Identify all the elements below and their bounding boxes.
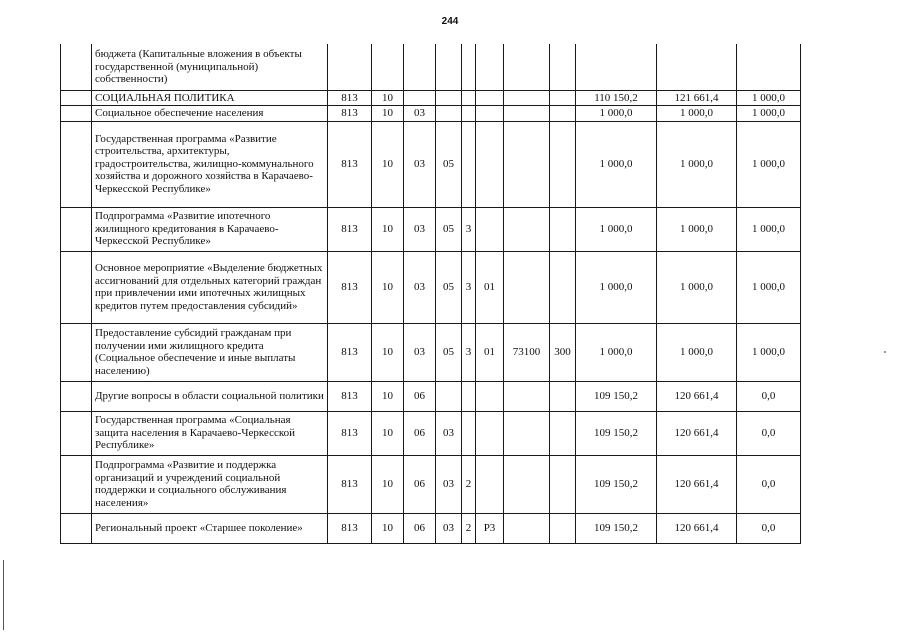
subsection-cell: 03 [404,323,436,381]
subsection-cell: 03 [404,106,436,122]
event-cell: 01 [476,251,504,323]
sum-cell-2: 1 000,0 [657,121,737,207]
table-row [61,121,801,207]
section-cell: 10 [372,381,404,411]
program-cell [436,44,462,90]
budget-table [60,44,801,544]
section-cell [372,44,404,90]
sum-cell-1: 1 000,0 [576,207,657,251]
subprogram-cell: 2 [462,455,476,513]
program-cell [436,106,462,122]
sum-cell-2 [657,44,737,90]
event-cell [476,381,504,411]
table-row [61,44,801,90]
program-cell: 05 [436,207,462,251]
program-cell: 03 [436,411,462,455]
event-cell [476,44,504,90]
expense-type-cell [550,121,576,207]
subprogram-cell [462,121,476,207]
sum-cell-2: 120 661,4 [657,455,737,513]
row-name: Государственная программа «Развитие строительства, архитектуры, градостроительства, жилищно-коммунального хозяйства и дорожного хозяйства в Карачаево-Черкесской Республике» [92,121,328,207]
sum-cell-3: 1 000,0 [737,90,801,106]
section-cell: 10 [372,455,404,513]
subsection-cell: 06 [404,513,436,543]
section-cell: 10 [372,411,404,455]
grbs-cell: 813 [328,121,372,207]
event-cell: 01 [476,323,504,381]
subprogram-cell [462,381,476,411]
event-cell [476,207,504,251]
event-cell [476,106,504,122]
table-row [61,207,801,251]
row-name: Региональный проект «Старшее поколение» [92,513,328,543]
sum-cell-3: 0,0 [737,411,801,455]
table-row [61,323,801,381]
grbs-cell: 813 [328,251,372,323]
grbs-cell: 813 [328,90,372,106]
program-cell [436,381,462,411]
expense-type-cell [550,90,576,106]
grbs-cell: 813 [328,381,372,411]
sum-cell-1: 1 000,0 [576,251,657,323]
sum-cell-2: 1 000,0 [657,251,737,323]
sum-cell-3: 1 000,0 [737,207,801,251]
row-name: Предоставление субсидий гражданам при получении ими жилищного кредита (Социальное обеспечение и иные выплаты населению) [92,323,328,381]
grbs-cell [328,44,372,90]
program-cell: 03 [436,455,462,513]
event-cell [476,411,504,455]
expense-type-cell [550,381,576,411]
expense-type-cell [550,513,576,543]
section-cell: 10 [372,207,404,251]
expense-type-cell [550,455,576,513]
subprogram-cell: 3 [462,207,476,251]
section-cell: 10 [372,121,404,207]
sum-cell-1: 109 150,2 [576,513,657,543]
program-cell: 05 [436,323,462,381]
program-cell: 05 [436,121,462,207]
table-row [61,106,801,122]
direction-cell [504,251,550,323]
row-name: бюджета (Капитальные вложения в объекты государственной (муниципальной) собственности) [92,44,328,90]
direction-cell [504,90,550,106]
table-row [61,251,801,323]
direction-cell [504,121,550,207]
sum-cell-1: 109 150,2 [576,411,657,455]
sum-cell-2: 120 661,4 [657,513,737,543]
sum-cell-3 [737,44,801,90]
grbs-cell: 813 [328,455,372,513]
grbs-cell: 813 [328,207,372,251]
table-row [61,381,801,411]
sum-cell-1: 109 150,2 [576,455,657,513]
subsection-cell: 06 [404,411,436,455]
event-cell [476,90,504,106]
expense-type-cell [550,44,576,90]
subsection-cell [404,44,436,90]
subprogram-cell [462,106,476,122]
sum-cell-3: 0,0 [737,513,801,543]
sum-cell-1: 110 150,2 [576,90,657,106]
sum-cell-3: 1 000,0 [737,323,801,381]
sum-cell-2: 1 000,0 [657,207,737,251]
subsection-cell: 03 [404,251,436,323]
subprogram-cell [462,411,476,455]
direction-cell [504,513,550,543]
row-name: Государственная программа «Социальная защита населения в Карачаево-Черкесской Республике» [92,411,328,455]
direction-cell [504,106,550,122]
table-row [61,411,801,455]
subprogram-cell: 2 [462,513,476,543]
sum-cell-2: 120 661,4 [657,381,737,411]
row-name: Основное мероприятие «Выделение бюджетных ассигнований для отдельных категорий граждан при привлечении ими ипотечных жилищных кредитов путем предоставления субсидий» [92,251,328,323]
page-number: 244 [441,16,459,27]
section-cell: 10 [372,251,404,323]
grbs-cell: 813 [328,106,372,122]
expense-type-cell [550,106,576,122]
expense-type-cell [550,251,576,323]
grbs-cell: 813 [328,323,372,381]
subprogram-cell: 3 [462,323,476,381]
sum-cell-3: 1 000,0 [737,251,801,323]
subprogram-cell: 3 [462,251,476,323]
subsection-cell: 03 [404,121,436,207]
sum-cell-3: 0,0 [737,455,801,513]
sum-cell-2: 121 661,4 [657,90,737,106]
sum-cell-2: 1 000,0 [657,323,737,381]
table-row [61,513,801,543]
sum-cell-1: 1 000,0 [576,106,657,122]
scan-margin-line [3,560,4,630]
event-cell [476,455,504,513]
grbs-cell: 813 [328,411,372,455]
row-name: Другие вопросы в области социальной политики [92,381,328,411]
section-cell: 10 [372,90,404,106]
table-row [61,90,801,106]
sum-cell-1: 109 150,2 [576,381,657,411]
row-name: Подпрограмма «Развитие ипотечного жилищного кредитования в Карачаево-Черкесской Республике» [92,207,328,251]
section-cell: 10 [372,513,404,543]
subsection-cell: 06 [404,381,436,411]
table-row [61,455,801,513]
subsection-cell [404,90,436,106]
sum-cell-1 [576,44,657,90]
direction-cell [504,455,550,513]
direction-cell [504,411,550,455]
section-cell: 10 [372,106,404,122]
sum-cell-2: 120 661,4 [657,411,737,455]
subprogram-cell [462,90,476,106]
sum-cell-1: 1 000,0 [576,121,657,207]
direction-cell [504,381,550,411]
grbs-cell: 813 [328,513,372,543]
expense-type-cell [550,207,576,251]
row-name: Социальное обеспечение населения [92,106,328,122]
program-cell: 03 [436,513,462,543]
subprogram-cell [462,44,476,90]
sum-cell-3: 1 000,0 [737,106,801,122]
program-cell [436,90,462,106]
sum-cell-2: 1 000,0 [657,106,737,122]
direction-cell [504,207,550,251]
sum-cell-1: 1 000,0 [576,323,657,381]
expense-type-cell: 300 [550,323,576,381]
scan-dot [884,351,886,353]
subsection-cell: 03 [404,207,436,251]
program-cell: 05 [436,251,462,323]
direction-cell: 73100 [504,323,550,381]
event-cell [476,121,504,207]
sum-cell-3: 1 000,0 [737,121,801,207]
sum-cell-3: 0,0 [737,381,801,411]
row-name: СОЦИАЛЬНАЯ ПОЛИТИКА [92,90,328,106]
subsection-cell: 06 [404,455,436,513]
section-cell: 10 [372,323,404,381]
row-name: Подпрограмма «Развитие и поддержка организаций и учреждений социальной поддержки и социального обслуживания населения» [92,455,328,513]
direction-cell [504,44,550,90]
event-cell: P3 [476,513,504,543]
expense-type-cell [550,411,576,455]
